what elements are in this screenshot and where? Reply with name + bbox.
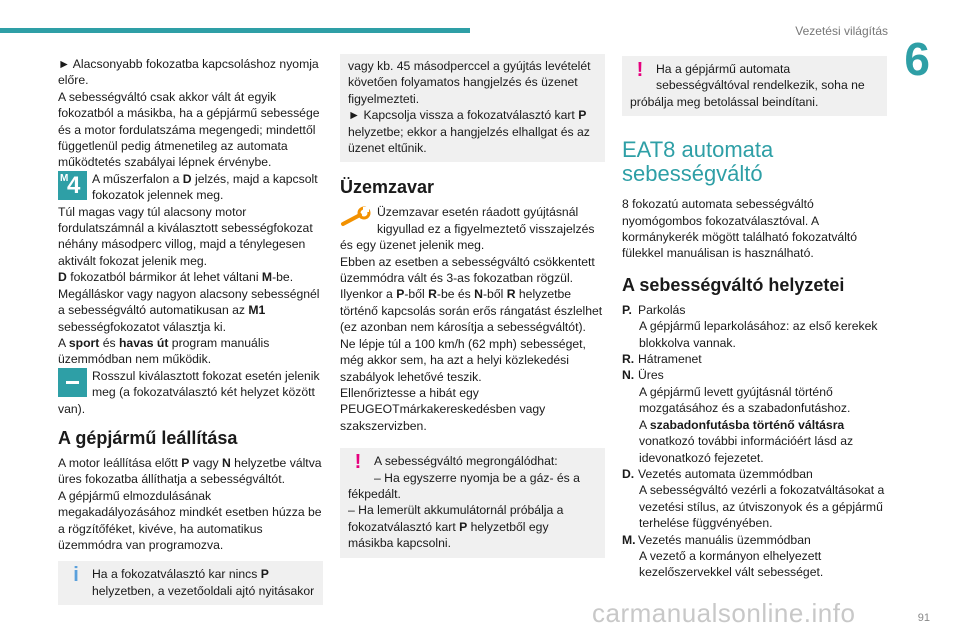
wrench-warning-icon [340,204,372,232]
column-2 [340,56,605,558]
paragraph: Ellenőriztesse a hibát egy PEUGEOTmárkakereskedésben vagy szakszervizben. [340,385,546,433]
warning-icon: ! [636,59,644,81]
paragraph: ► Alacsonyabb fokozatba kapcsoláshoz nyomja előre. [58,57,319,88]
chapter-number: 6 [904,33,930,85]
top-accent-bar [0,28,470,33]
heading-eat8: EAT8 automata sebességváltó [622,137,774,187]
gear-item: D. Vezetés automata üzemmódban A sebességváltó vezérli a fokozatváltásokat a vezetési stílus, az útviszonyok és a gépjármű terhelése függvényében. [622,466,885,531]
warning-icon: ! [354,451,362,474]
gear-item: N. Üres A gépjármű levett gyújtásnál történő mozgatásához és a szabadonfutáshoz. A szabadonfutásba történő váltásra vonatkozó további információért lásd az idevonatkozó fejezetet. [622,368,854,465]
page-number: 91 [917,612,930,624]
warning-box: ! A sebességváltó megrongálódhat: – Ha egyszerre nyomja be a gáz- és a fékpedált. – Ha lemerült akkumulátornál próbálja a fokozatválasztó kart P helyzetből egy másikba kapcsolni. [340,448,605,557]
paragraph: Ebben az esetben a sebességváltó csökkentett üzemmódra vált és 3-as fokozatban rögzül. [340,254,595,286]
info-box-continued: vagy kb. 45 másodperccel a gyújtás levételét követően folyamatos hangjelzés és üzenet figyelmezteti. ► Kapcsolja vissza a fokozatválasztó kart P helyzetbe; ekkor a hangjelzés elhallgat és az üzenet eltűnik. [340,54,605,162]
paragraph: D fokozatból bármikor át lehet váltani M-be. [58,270,294,285]
info-box: i Ha a fokozatválasztó kar nincs P helyzetben, a vezetőoldali ajtó nyitásakor [58,561,323,605]
gear-positions-list [622,302,887,581]
paragraph: A sebességváltó csak akkor vált át egyik fokozatból a másikba, ha a gépjármű sebessége és a motor fordulatszáma megengedi; mindettől függetlenül pedig átmenetileg az automata működtetés szabályai lépnek érvénybe. [58,89,320,170]
watermark: carmanualsonline.info [592,598,856,628]
paragraph: Túl magas vagy túl alacsony motor fordulatszámnál a kiválasztott sebességfokozat néhány másodperc villog, majd a ténylegesen aktivált fokozat jelenik meg. [58,204,313,268]
info-icon: i [73,564,79,587]
heading-malfunction: Üzemzavar [340,177,435,198]
gear-item: R. Hátramenet [622,352,702,367]
manual-mode-paragraph: M 4 A műszerfalon a D jelzés, majd a kapcsolt fokozatok jelennek meg. [60,171,318,203]
paragraph: Ne lépje túl a 100 km/h (62 mph) sebességet, még akkor sem, ha azt a helyi közlekedési szabályok lehetővé teszik. [340,336,586,384]
paragraph: A motor leállítása előtt P vagy N helyzetbe váltva üres fokozatba állíthatja a sebességváltót. [58,455,322,487]
paragraph: Ilyenkor a P-ből R-be és N-ből R helyzetbe történő kapcsolás során erős rángatást észlelhet (ez azonban nem károsítja a sebességváltót). [340,287,603,335]
gear-item: P. Parkolás A gépjármű leparkolásához: az első kerekek blokkolva vannak. [622,302,878,350]
warning-box: ! Ha a gépjármű automata sebességváltóval rendelkezik, soha ne próbálja meg betolással beindítani. [622,56,887,116]
minus-indicator-icon [58,368,87,397]
manual-mode-icon: M 4 [58,171,87,200]
section-title: Vezetési világítás [795,24,888,38]
heading-stopping: A gépjármű leállítása [58,427,238,448]
heading-gear-positions: A sebességváltó helyzetei [622,274,845,295]
paragraph: A sport és havas út program manuális üzemmódban nem működik. [58,335,270,367]
wrong-gear-paragraph: Rosszul kiválasztott fokozat esetén jelenik meg (a fokozatválasztó két helyzet között van). [58,368,320,416]
malfunction-paragraph: Üzemzavar esetén ráadott gyújtásnál kigyullad ez a figyelmeztető visszajelzés és egy üzenet jelenik meg. [340,205,595,253]
column-1 [58,56,323,605]
paragraph: 8 fokozatú automata sebességváltó nyomógombos fokozatválasztóval. A kormánykerék mögött található fokozatváltó fülekkel manuálisan is használható. [622,197,858,261]
paragraph: A gépjármű elmozdulásának megakadályozásához mindkét esetben húzza be a rögzítőféket, kivéve, ha automatikus üzemmódra van programozva. [58,488,322,552]
gear-item: M. Vezetés manuális üzemmódban A vezető a kormányon elhelyezett kezelőszervekkel vált sebességet. [622,532,824,580]
paragraph: Megálláskor vagy nagyon alacsony sebességnél a sebességváltó automatikusan az M1 sebességfokozatot választja ki. [58,286,320,334]
column-3 [622,56,887,581]
